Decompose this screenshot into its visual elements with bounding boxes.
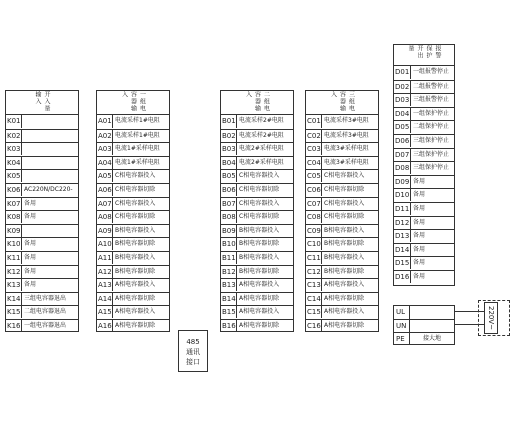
terminal-description: C相电容器切除 bbox=[239, 213, 280, 221]
table-row bbox=[221, 129, 293, 142]
table-row bbox=[97, 115, 169, 128]
table-row bbox=[221, 278, 293, 291]
terminal-code: A16 bbox=[98, 322, 112, 330]
table-row bbox=[97, 278, 169, 291]
terminal-code: C08 bbox=[307, 213, 321, 222]
terminal-code: A04 bbox=[98, 158, 112, 167]
table-row bbox=[306, 224, 378, 237]
terminal-description bbox=[22, 157, 78, 169]
terminal-description: B相电容器切除 bbox=[239, 267, 280, 275]
table-row bbox=[221, 156, 293, 169]
terminal-description: C相电容器投入 bbox=[324, 199, 365, 207]
terminal-code: A14 bbox=[98, 294, 112, 303]
terminal-code: C07 bbox=[307, 199, 321, 208]
terminal-code: C10 bbox=[307, 240, 321, 249]
terminal-description: C相电容器切除 bbox=[324, 186, 365, 193]
terminal-code: A12 bbox=[98, 267, 112, 276]
table-row bbox=[394, 243, 454, 256]
terminal-description: A相电容器切除 bbox=[115, 322, 156, 329]
terminal-code: B16 bbox=[222, 322, 236, 330]
terminal-description: C相电容器投入 bbox=[239, 172, 280, 180]
table-row bbox=[6, 265, 78, 278]
terminal-code: C05 bbox=[307, 172, 321, 181]
terminal-description: 电流采样1#电阻 bbox=[115, 131, 160, 139]
terminal-code: K16 bbox=[7, 322, 21, 330]
terminal-code: B13 bbox=[222, 281, 236, 290]
table-row bbox=[394, 93, 454, 106]
terminal-description: B相电容器投入 bbox=[115, 226, 156, 234]
table-row bbox=[394, 188, 454, 201]
table-row bbox=[306, 142, 378, 155]
terminal-description: 备用 bbox=[24, 254, 37, 261]
table-row bbox=[306, 183, 378, 196]
terminal-description: 备用 bbox=[413, 191, 426, 199]
terminal-description: 电流采样2#电阻 bbox=[239, 131, 284, 139]
terminal-description: 电流采样2#电阻 bbox=[239, 117, 284, 124]
terminal-code: C06 bbox=[307, 186, 321, 194]
table-row bbox=[97, 129, 169, 142]
output-table-d bbox=[393, 44, 455, 286]
table-row bbox=[306, 292, 378, 305]
terminal-description: C相电容器切除 bbox=[115, 186, 156, 193]
terminal-code: K09 bbox=[7, 226, 21, 235]
table-row bbox=[221, 224, 293, 237]
terminal-code: A01 bbox=[97, 115, 113, 128]
table-row bbox=[306, 278, 378, 291]
table-row bbox=[394, 216, 454, 229]
table-a-header: 一组电容器输入 bbox=[97, 91, 169, 115]
terminal-description: A相电容器投入 bbox=[239, 308, 280, 316]
table-row bbox=[221, 305, 293, 318]
terminal-description: 电流采样3#电阻 bbox=[324, 131, 369, 139]
terminal-code: C01 bbox=[306, 115, 322, 128]
terminal-description: C相电容器切除 bbox=[239, 186, 280, 193]
power-code: PE bbox=[394, 333, 410, 345]
table-row bbox=[394, 175, 454, 188]
terminal-description: 备用 bbox=[24, 281, 37, 289]
terminal-description: 备用 bbox=[413, 259, 426, 267]
table-row bbox=[394, 202, 454, 215]
terminal-code: B03 bbox=[222, 145, 236, 154]
table-row bbox=[394, 256, 454, 269]
terminal-description: 备用 bbox=[413, 245, 426, 253]
terminal-description: 三组保护停止 bbox=[413, 150, 450, 158]
terminal-description: 电流1#采样电阻 bbox=[115, 158, 160, 166]
table-row bbox=[394, 270, 454, 283]
terminal-description: B相电容器切除 bbox=[115, 267, 156, 275]
terminal-description: 备用 bbox=[24, 213, 37, 221]
power-desc bbox=[410, 320, 454, 332]
terminal-description: 备用 bbox=[413, 218, 426, 226]
terminal-code: B11 bbox=[222, 254, 236, 262]
table-row bbox=[6, 156, 78, 169]
terminal-code: K12 bbox=[7, 267, 21, 276]
terminal-description: 备用 bbox=[24, 240, 37, 248]
terminal-code: D11 bbox=[395, 205, 410, 213]
terminal-description: B相电容器投入 bbox=[324, 254, 365, 261]
table-c-rows bbox=[306, 115, 378, 331]
terminal-description: A相电容器投入 bbox=[324, 281, 365, 289]
table-row bbox=[97, 156, 169, 169]
terminal-code: A11 bbox=[98, 254, 112, 262]
terminal-description: 备用 bbox=[413, 177, 426, 185]
terminal-code: B09 bbox=[222, 226, 236, 235]
terminal-description bbox=[22, 115, 78, 128]
terminal-code: K13 bbox=[7, 281, 21, 290]
terminal-code: B02 bbox=[222, 131, 236, 140]
table-row bbox=[394, 80, 454, 93]
terminal-code: D03 bbox=[395, 96, 410, 105]
terminal-code: A07 bbox=[98, 199, 112, 208]
terminal-code: A08 bbox=[98, 213, 112, 222]
terminal-code: A15 bbox=[98, 308, 112, 317]
terminal-description bbox=[22, 130, 78, 142]
terminal-description: B相电容器切除 bbox=[115, 240, 156, 248]
table-row bbox=[6, 115, 78, 128]
terminal-description: B相电容器投入 bbox=[239, 226, 280, 234]
terminal-code: A10 bbox=[98, 240, 112, 249]
table-d-header: 报警保护开出量 bbox=[394, 45, 454, 66]
table-row bbox=[306, 251, 378, 264]
terminal-code: D16 bbox=[395, 273, 410, 281]
terminal-description: A相电容器切除 bbox=[324, 294, 365, 302]
terminal-code: B04 bbox=[222, 158, 236, 167]
table-row bbox=[306, 156, 378, 169]
terminal-description: A相电容器投入 bbox=[115, 281, 156, 289]
table-row bbox=[97, 251, 169, 264]
comm-label: 通讯 bbox=[186, 348, 200, 356]
terminal-description: A相电容器切除 bbox=[324, 322, 365, 329]
table-a-rows bbox=[97, 115, 169, 331]
table-row bbox=[306, 237, 378, 250]
voltage-source: 220V~ bbox=[484, 302, 498, 334]
terminal-code: C12 bbox=[307, 267, 321, 276]
terminal-description: 三组保护停止 bbox=[413, 137, 450, 144]
table-row bbox=[221, 265, 293, 278]
terminal-code: D01 bbox=[394, 66, 411, 79]
input-table-a bbox=[96, 90, 170, 332]
table-row bbox=[6, 210, 78, 223]
table-row bbox=[6, 251, 78, 264]
table-row bbox=[6, 197, 78, 210]
table-row bbox=[394, 66, 454, 79]
terminal-code: A05 bbox=[98, 172, 112, 181]
terminal-description: 电流采样1#电阻 bbox=[115, 117, 160, 124]
terminal-description: C相电容器投入 bbox=[324, 172, 365, 180]
input-table-k bbox=[5, 90, 79, 332]
power-desc bbox=[410, 306, 454, 319]
table-row bbox=[306, 319, 378, 332]
terminal-code: K11 bbox=[7, 254, 21, 262]
terminal-code: D09 bbox=[395, 177, 410, 186]
terminal-description: 备用 bbox=[413, 205, 426, 212]
table-row bbox=[97, 210, 169, 223]
table-row bbox=[221, 183, 293, 196]
terminal-description: 三组报警停止 bbox=[413, 96, 450, 104]
terminal-code: D08 bbox=[395, 164, 410, 173]
table-row bbox=[394, 107, 454, 120]
terminal-code: C14 bbox=[307, 294, 321, 303]
terminal-code: K01 bbox=[6, 115, 22, 128]
table-row bbox=[97, 197, 169, 210]
terminal-code: B14 bbox=[222, 294, 236, 303]
terminal-code: B07 bbox=[222, 199, 236, 208]
table-row bbox=[221, 142, 293, 155]
table-row bbox=[221, 197, 293, 210]
terminal-code: D02 bbox=[395, 82, 410, 91]
terminal-description: C相电容器投入 bbox=[239, 199, 280, 207]
terminal-description: 电流2#采样电阻 bbox=[239, 158, 284, 166]
terminal-code: C02 bbox=[307, 131, 321, 140]
terminal-description: 一组报警停止 bbox=[413, 68, 450, 75]
terminal-code: K08 bbox=[7, 213, 21, 222]
table-row bbox=[221, 292, 293, 305]
terminal-description: B相电容器切除 bbox=[324, 240, 365, 248]
terminal-code: C13 bbox=[307, 281, 321, 290]
terminal-description: A相电容器切除 bbox=[115, 294, 156, 302]
terminal-code: K03 bbox=[7, 145, 21, 154]
terminal-description: B相电容器投入 bbox=[239, 254, 280, 261]
terminal-description: C相电容器投入 bbox=[115, 172, 156, 180]
terminal-description: C相电容器切除 bbox=[324, 213, 365, 221]
table-row bbox=[394, 148, 454, 161]
table-row bbox=[394, 229, 454, 242]
power-terminal-block bbox=[393, 305, 455, 345]
terminal-code: A06 bbox=[98, 186, 112, 194]
terminal-description: B相电容器切除 bbox=[239, 240, 280, 248]
terminal-description: 备用 bbox=[24, 199, 37, 207]
terminal-code: C09 bbox=[307, 226, 321, 235]
terminal-code: D12 bbox=[395, 218, 410, 227]
terminal-code: B12 bbox=[222, 267, 236, 276]
table-row bbox=[221, 210, 293, 223]
table-row bbox=[6, 129, 78, 142]
power-row-ul bbox=[394, 306, 454, 319]
table-row bbox=[306, 129, 378, 142]
terminal-code: K05 bbox=[7, 172, 21, 181]
terminal-code: D15 bbox=[395, 259, 410, 268]
terminal-description bbox=[22, 143, 78, 155]
input-table-b bbox=[220, 90, 294, 332]
table-row bbox=[221, 237, 293, 250]
terminal-description: 电流1#采样电阻 bbox=[115, 145, 160, 153]
terminal-description bbox=[22, 225, 78, 237]
table-row bbox=[394, 161, 454, 174]
table-row bbox=[97, 265, 169, 278]
terminal-code: A02 bbox=[98, 131, 112, 140]
terminal-description: AC220N/DC220- bbox=[24, 186, 73, 193]
table-k-header: 开入量输入 bbox=[6, 91, 78, 115]
terminal-code: K14 bbox=[7, 294, 21, 303]
terminal-code: C04 bbox=[307, 158, 321, 167]
table-c-header: 三组电容器输入 bbox=[306, 91, 378, 115]
terminal-code: K07 bbox=[7, 199, 21, 208]
table-row bbox=[97, 319, 169, 332]
terminal-code: D04 bbox=[395, 109, 410, 118]
terminal-description: 三组保护停止 bbox=[413, 164, 450, 172]
terminal-code: K10 bbox=[7, 240, 21, 249]
table-row bbox=[97, 169, 169, 182]
table-row bbox=[97, 292, 169, 305]
terminal-description: 电流采样3#电阻 bbox=[324, 117, 369, 124]
terminal-description: 电流3#采样电阻 bbox=[324, 145, 369, 153]
power-code: UN bbox=[394, 320, 410, 332]
terminal-code: D06 bbox=[395, 137, 410, 145]
terminal-description: B相电容器投入 bbox=[324, 226, 365, 234]
terminal-description: 三组电容器退出 bbox=[24, 294, 67, 302]
power-row-pe bbox=[394, 332, 454, 345]
power-code: UL bbox=[394, 306, 410, 319]
terminal-code: D14 bbox=[395, 245, 410, 254]
table-row bbox=[6, 183, 78, 196]
input-table-c bbox=[305, 90, 379, 332]
terminal-description: 一组电容器退出 bbox=[24, 322, 67, 329]
terminal-description: B相电容器投入 bbox=[115, 254, 156, 261]
table-row bbox=[6, 278, 78, 291]
terminal-code: A09 bbox=[98, 226, 112, 235]
terminal-description: C相电容器投入 bbox=[115, 199, 156, 207]
terminal-description: 备用 bbox=[413, 273, 426, 280]
terminal-description: 一组保护停止 bbox=[413, 109, 450, 117]
terminal-code: K02 bbox=[7, 131, 21, 140]
terminal-code: D07 bbox=[395, 150, 410, 159]
terminal-code: B10 bbox=[222, 240, 236, 249]
table-row bbox=[306, 265, 378, 278]
terminal-description: 二组报警停止 bbox=[413, 82, 450, 90]
table-row bbox=[6, 169, 78, 182]
table-row bbox=[394, 120, 454, 133]
table-row bbox=[221, 319, 293, 332]
table-row bbox=[97, 224, 169, 237]
terminal-code: B06 bbox=[222, 186, 236, 194]
table-row bbox=[306, 169, 378, 182]
rs485-label: 485 bbox=[186, 338, 200, 346]
table-row bbox=[97, 237, 169, 250]
table-row bbox=[306, 305, 378, 318]
terminal-code: C03 bbox=[307, 145, 321, 154]
table-row bbox=[6, 305, 78, 318]
table-row bbox=[6, 292, 78, 305]
terminal-description: A相电容器投入 bbox=[115, 308, 156, 316]
table-row bbox=[97, 305, 169, 318]
table-row bbox=[306, 210, 378, 223]
terminal-code: D05 bbox=[395, 123, 410, 132]
terminal-description: 电流2#采样电阻 bbox=[239, 145, 284, 153]
table-b-rows bbox=[221, 115, 293, 331]
terminal-description: 二组电容器退出 bbox=[24, 308, 67, 316]
terminal-code: A03 bbox=[98, 145, 112, 154]
table-row bbox=[97, 183, 169, 196]
terminal-code: C11 bbox=[307, 254, 321, 262]
terminal-code: B05 bbox=[222, 172, 236, 181]
table-row bbox=[394, 134, 454, 147]
terminal-code: B15 bbox=[222, 308, 236, 317]
terminal-code: D13 bbox=[395, 232, 410, 241]
terminal-description: B相电容器切除 bbox=[324, 267, 365, 275]
terminal-description: C相电容器切除 bbox=[115, 213, 156, 221]
table-row bbox=[6, 224, 78, 237]
table-row bbox=[306, 115, 378, 128]
table-b-header: 二组电容器输入 bbox=[221, 91, 293, 115]
terminal-description: 电流3#采样电阻 bbox=[324, 158, 369, 166]
terminal-code: K06 bbox=[7, 186, 21, 194]
rs485-port-box bbox=[178, 330, 208, 372]
terminal-description: 备用 bbox=[413, 232, 426, 240]
terminal-description: 备用 bbox=[24, 267, 37, 275]
terminal-code: C16 bbox=[307, 322, 321, 330]
table-row bbox=[97, 142, 169, 155]
terminal-description: A相电容器投入 bbox=[324, 308, 365, 316]
table-row bbox=[306, 197, 378, 210]
terminal-description: A相电容器投入 bbox=[239, 281, 280, 289]
terminal-code: K04 bbox=[7, 158, 21, 167]
terminal-code: D10 bbox=[395, 191, 410, 200]
power-row-un bbox=[394, 319, 454, 332]
terminal-code: B08 bbox=[222, 213, 236, 222]
power-desc: 接大地 bbox=[422, 335, 441, 342]
port-label: 接口 bbox=[186, 358, 200, 366]
table-row bbox=[221, 251, 293, 264]
terminal-description: 二组保护停止 bbox=[413, 123, 450, 131]
terminal-code: B01 bbox=[221, 115, 237, 128]
terminal-code: A13 bbox=[98, 281, 112, 290]
table-row bbox=[6, 142, 78, 155]
table-d-rows bbox=[394, 66, 454, 285]
table-row bbox=[221, 169, 293, 182]
table-row bbox=[6, 237, 78, 250]
table-row bbox=[6, 319, 78, 332]
table-row bbox=[221, 115, 293, 128]
terminal-description bbox=[22, 170, 78, 182]
table-k-rows bbox=[6, 115, 78, 331]
terminal-description: A相电容器切除 bbox=[239, 294, 280, 302]
terminal-code: K15 bbox=[7, 308, 21, 317]
terminal-code: C15 bbox=[307, 308, 321, 317]
terminal-description: A相电容器切除 bbox=[239, 322, 280, 329]
